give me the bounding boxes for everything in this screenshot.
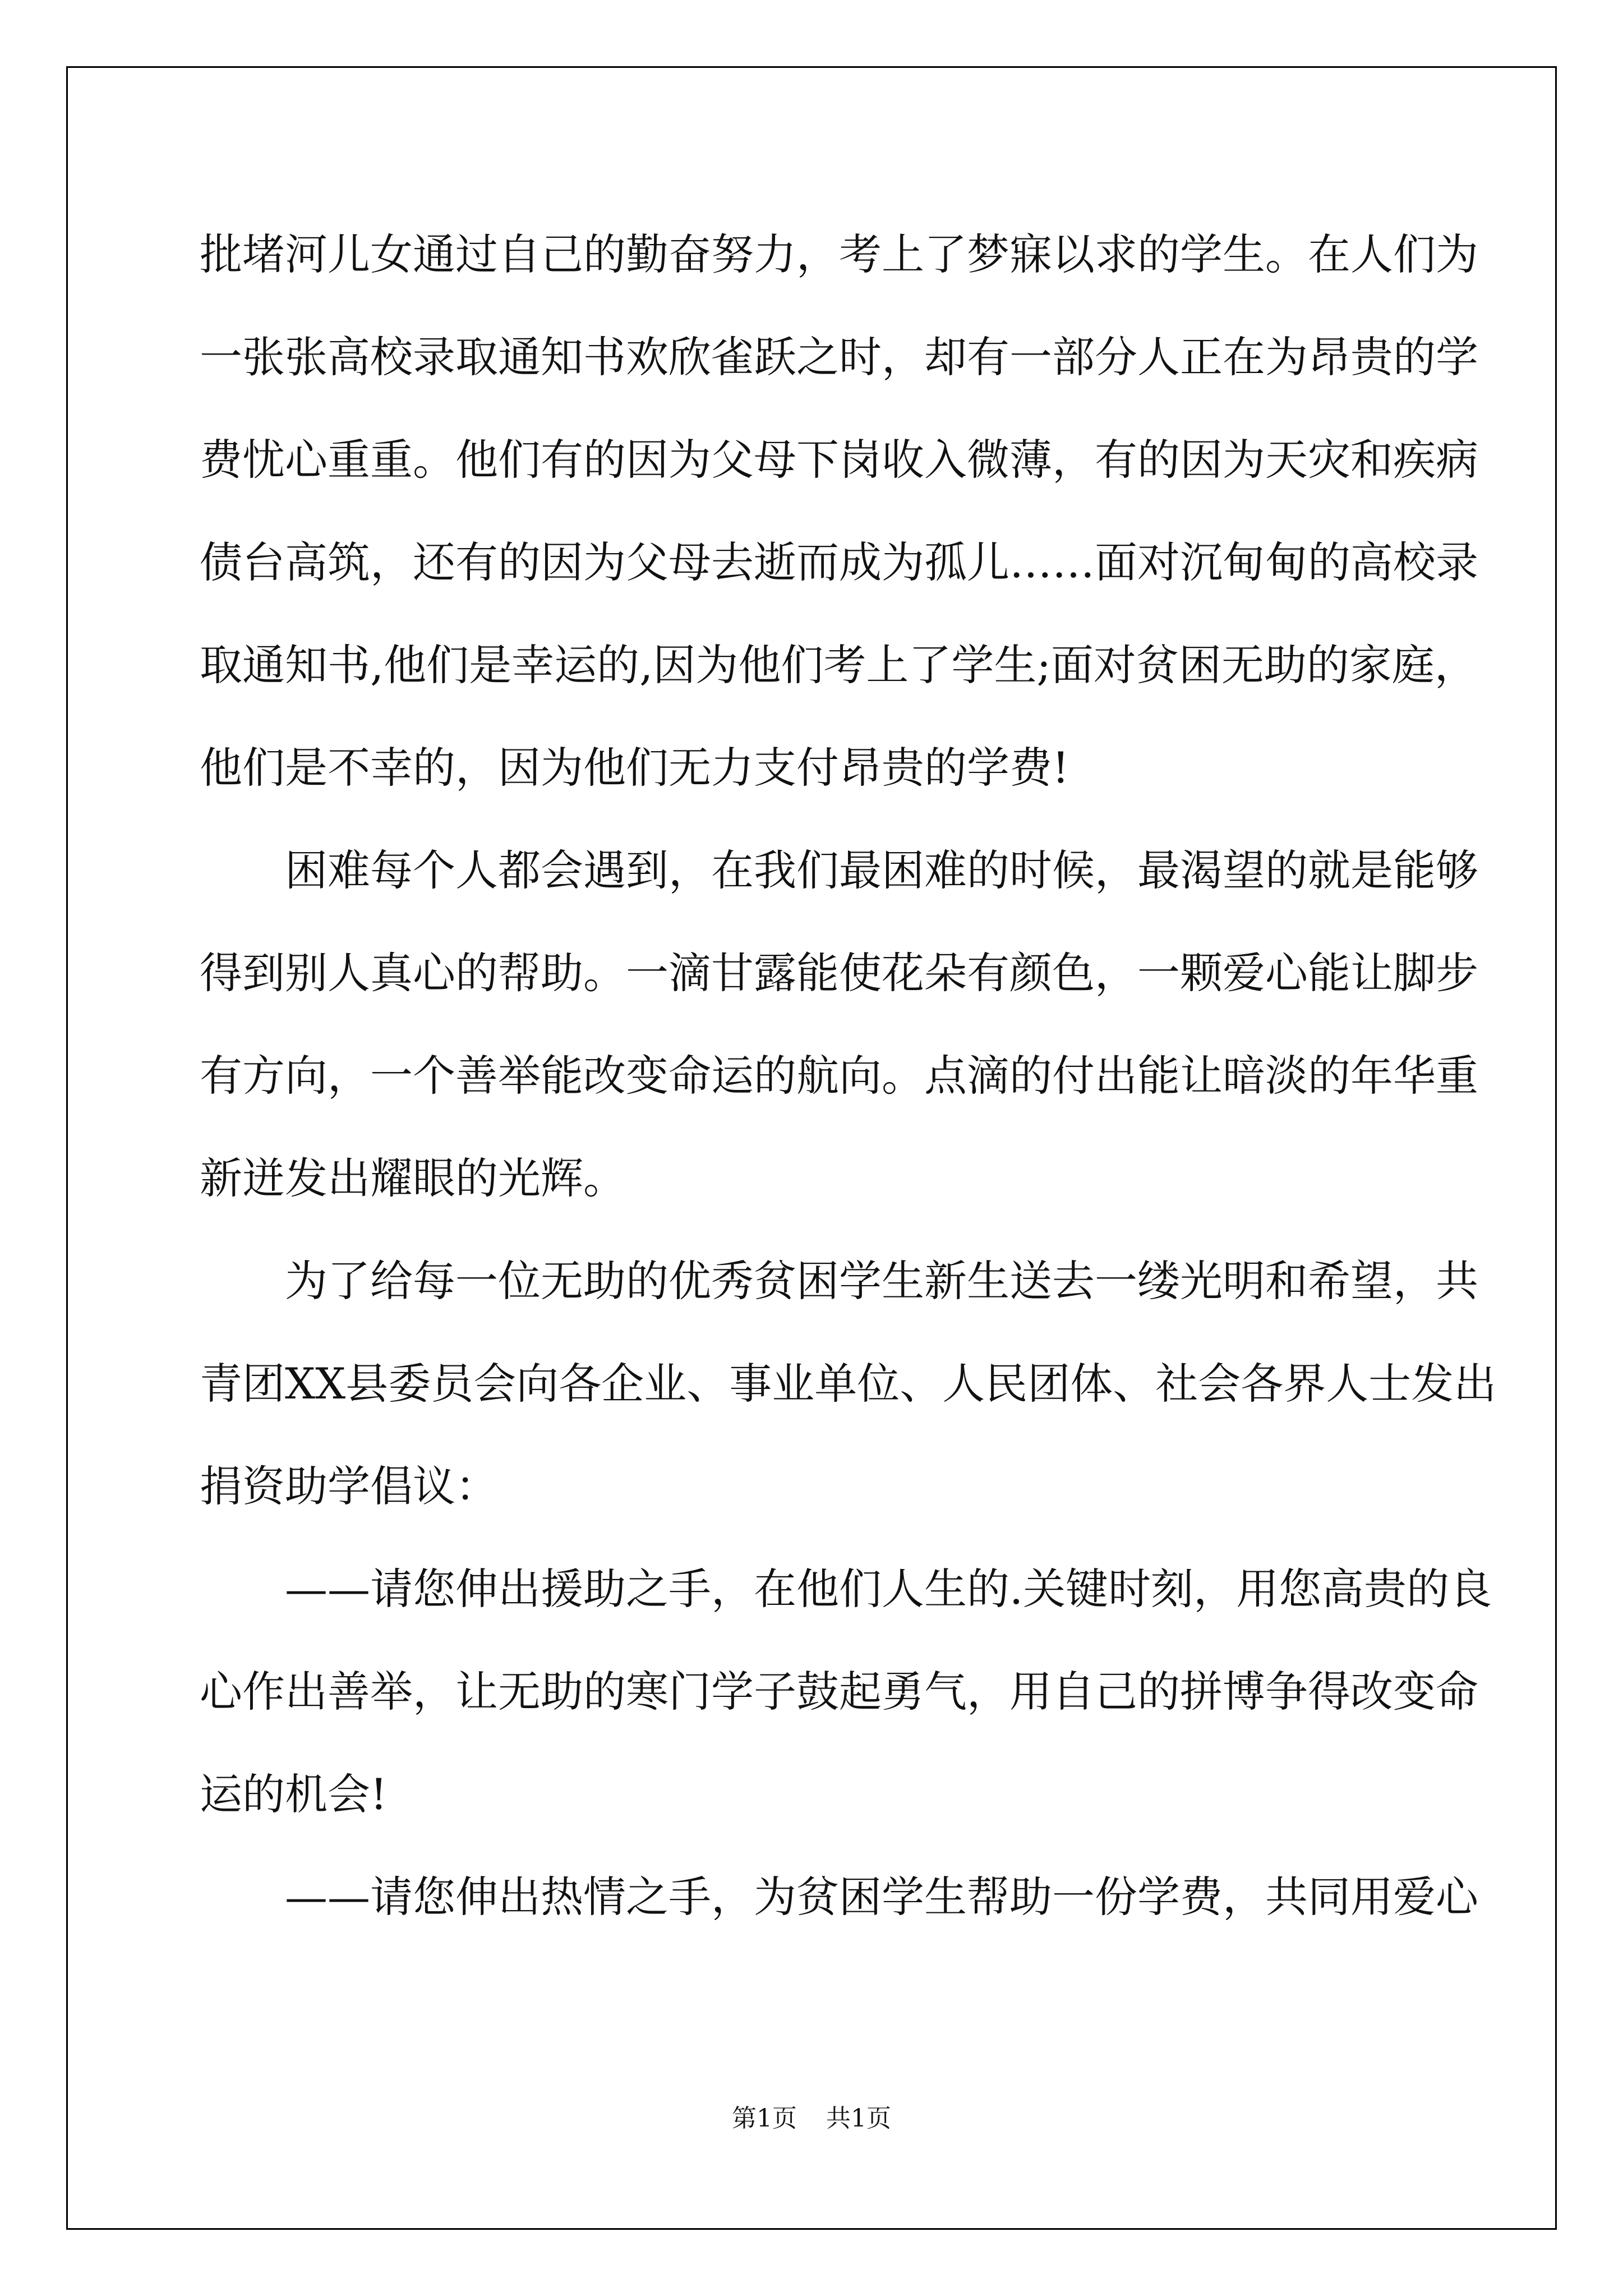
paragraph-line: 一张张高校录取通知书欢欣雀跃之时，却有一部分人正在为昂贵的学 bbox=[200, 332, 1478, 382]
paragraph-line: ——请您伸出热情之手，为贫困学生帮助一份学费，共同用爱心 bbox=[285, 1872, 1478, 1922]
paragraph-line: 债台高筑，还有的因为父母去逝而成为孤儿……面对沉甸甸的高校录 bbox=[200, 537, 1478, 587]
paragraph-line: 取通知书,他们是幸运的,因为他们考上了学生;面对贫困无助的家庭， bbox=[200, 640, 1477, 690]
paragraph-line: ——请您伸出援助之手，在他们人生的.关键时刻，用您高贵的良 bbox=[285, 1564, 1492, 1614]
paragraph bbox=[200, 1230, 1497, 1538]
paragraph-line: 有方向，一个善举能改变命运的航向。点滴的付出能让暗淡的年华重 bbox=[200, 1051, 1478, 1101]
paragraph-line: 捐资助学倡议： bbox=[200, 1461, 498, 1511]
paragraph-line: 为了给每一位无助的优秀贫困学生新生送去一缕光明和希望，共 bbox=[285, 1256, 1478, 1306]
paragraph bbox=[200, 1846, 1478, 1948]
paragraph bbox=[200, 1538, 1492, 1846]
paragraph-line: 得到别人真心的帮助。一滴甘露能使花朵有颜色，一颗爱心能让脚步 bbox=[200, 948, 1478, 998]
page-footer bbox=[0, 2098, 1623, 2134]
page-total: 共1页 bbox=[826, 2104, 891, 2133]
paragraph bbox=[200, 203, 1478, 819]
document-body bbox=[200, 203, 1497, 1948]
paragraph-line: 新迸发出耀眼的光辉。 bbox=[200, 1153, 626, 1203]
paragraph-line: 心作出善举，让无助的寒门学子鼓起勇气，用自己的拼博争得改变命 bbox=[200, 1667, 1478, 1717]
page-number: 第1页 bbox=[732, 2104, 797, 2133]
paragraph-line: 青团XX县委员会向各企业、事业单位、人民团体、社会各界人士发出 bbox=[200, 1359, 1497, 1409]
paragraph-line: 运的机会! bbox=[200, 1769, 388, 1819]
paragraph-line: 费忧心重重。他们有的因为父母下岗收入微薄，有的因为天灾和疾病 bbox=[200, 435, 1478, 485]
paragraph-line: 批堵河儿女通过自己的勤奋努力，考上了梦寐以求的学生。在人们为 bbox=[200, 229, 1478, 279]
paragraph-line: 他们是不幸的，因为他们无力支付昂贵的学费! bbox=[200, 743, 1069, 793]
paragraph bbox=[200, 819, 1478, 1230]
paragraph-line: 困难每个人都会遇到，在我们最困难的时候，最渴望的就是能够 bbox=[285, 845, 1478, 895]
